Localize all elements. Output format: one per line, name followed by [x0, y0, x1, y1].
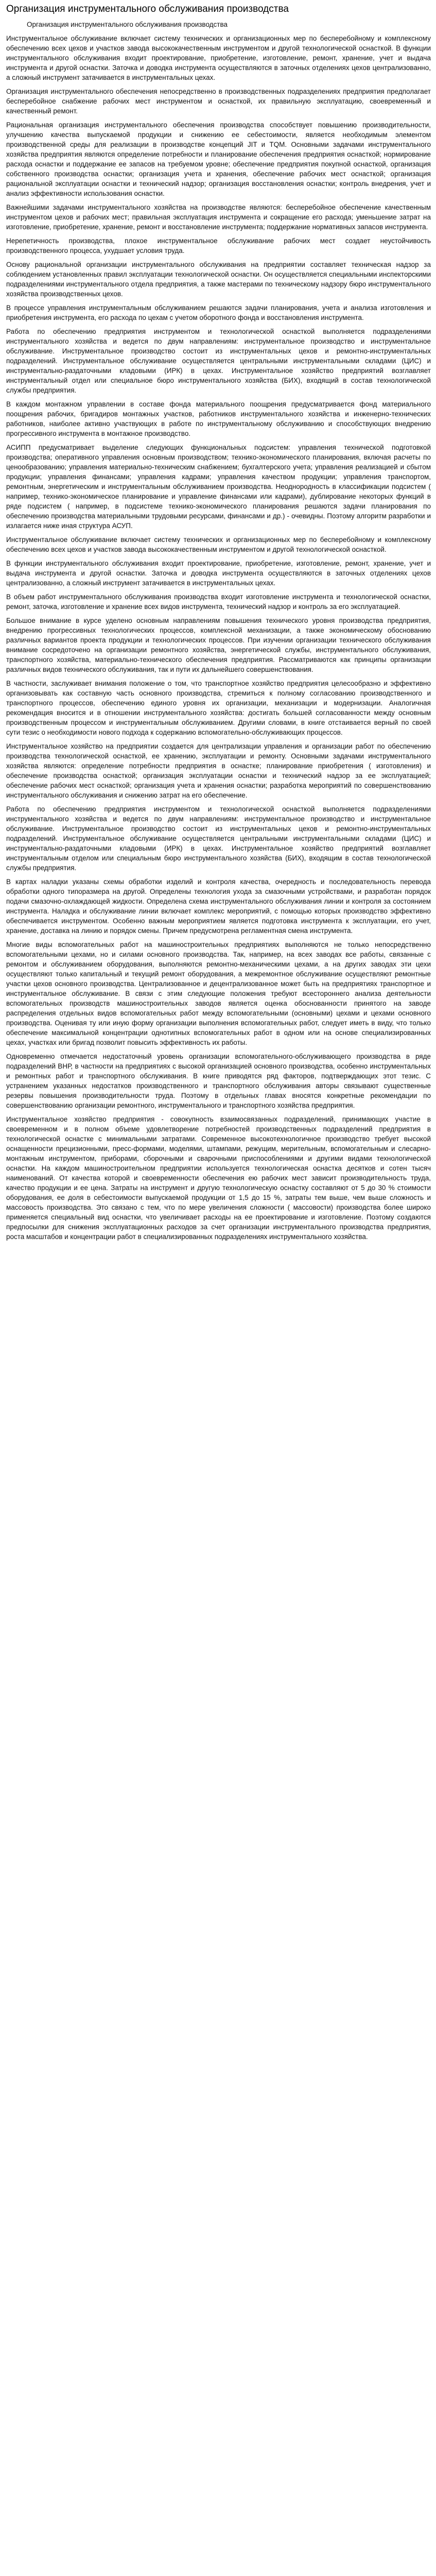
paragraph: Основу рациональной организации инструментального обслуживания на предприятии составляет техническая надзор за соблюдением установленных правил эксплуатации технологической оснастки. Он осуществляется специальными инспекторскими подразделениями инструментального отдела предприятия, а также мастерами по техническому надзору бюро инструментального хозяйства производственных цехов. — [6, 261, 431, 298]
paragraph: Работа по обеспечению предприятия инструментом и технологической оснасткой выполняется подразделениями инструментального хозяйства и ведется по двум направлениям: инструментальное производство и инструментальное обслуживание. Инструментальное производство состоит из инструментальных цехов и ремонтно-инструментальных подразделений. Инструментальное обслуживание осуществляется центральными инструментальными складами (ЦИС) и инструментально-раздаточными кладовыми (ИРК) в цехах. Инструментальное хозяйство предприятий возглавляет инструментальным отделом или специальным бюро инструментального хозяйства (БИХ), входящим в состав технологической службы предприятия. — [6, 805, 431, 872]
paragraph: В частности, заслуживает внимания положение о том, что транспортное хозяйство предприятия целесообразно и эффективно организовывать как составную часть основного производства, стремиться к полному согласованию производственного и транспортного процессов, обеспечению единого уровня их организации, механизации и модернизации. Аналогичная рекомендация вносится и в отношении инструментального хозяйства: достигать большей согласованности между основным производственным процессом и инструментальным обслуживанием. Другими словами, в книге отстаивается верный по своей сути тезис о необходимости нового подхода к содержанию вспомогательно-обслуживающих процессов. — [6, 680, 431, 736]
paragraph: Рациональная организация инструментального обеспечения производства способствует повышению производительности, улучшению качества выпускаемой продукции и снижению ее себестоимости, является необходимым элементом производственной среды для реализации в производстве концепций JIT и TQM. Основными задачами инструментального хозяйства предприятия являются определение потребности и планирование обеспечения предприятия оснасткой; нормирование расхода оснастки и поддержание ее запасов на требуемом уровне; обеспечение предприятия покупной оснасткой, организация собственного производства оснастки; организация учета и хранения, обеспечение рабочих мест оснасткой; организация рациональной эксплуатации оснастки и технический надзор; организация восстановления оснастки; контроль внедрения, учет и анализ эффективности использования оснастки. — [6, 121, 431, 197]
paragraph: В каждом монтажном управлении в составе фонда материального поощрения предусматривается фонд материального поощрения рабочих, бригадиров монтажных участков, работников инструментального хозяйства и инженерно-технических работников, наиболее активно участвующих в работе по инструментальному обслуживанию и способствующих внедрению прогрессивного инструмента в монтажное производство. — [6, 400, 431, 437]
paragraph: Инструментальное обслуживание включает систему технических и организационных мер по бесперебойному и комплексному обеспечению всех цехов и участков завода высококачественным инструментом и другой технологической оснасткой. В функции инструментального обслуживания входит проектирование, приобретение, изготовление, ремонт, хранение, учет и выдача инструмента и другой оснастки. Заточка и доводка инструмента осуществляются в заточных отделениях цехов централизованно, а сложный инструмент затачивается в инструментальных цехах. — [6, 35, 431, 81]
document-page — [0, 0, 436, 1256]
paragraph: Нерепетичность производства, плохое инструментальное обслуживание рабочих мест создает неустойчивость производственного процесса, ухудшает условия труда. — [6, 237, 431, 255]
page-title: Организация инструментального обслуживания производства — [6, 4, 289, 14]
paragraph: Инструментальное обслуживание включает систему технических и организационных мер по бесперебойному и комплексному обеспечению всех цехов и участков завода высококачественным инструментом и другой технологической оснасткой. — [6, 536, 431, 553]
paragraph: В объем работ инструментального обслуживания производства входит изготовление инструмента и технологической оснастки, ремонт, заточка, изготовление и хранение всех видов инструмента, технический надзор и контроль за его эксплуатацией. — [6, 593, 431, 611]
paragraph: Многие виды вспомогательных работ на машиностроительных предприятиях выполняются не только непосредственно вспомогательными цехами, но и силами основного производства. Так, например, на всех заводах все работы, связанные с ремонтом и обслуживанием оборудования, выполняются ремонтно-механическими цехами, а на других заводах эти цехи осуществляют только капитальный и текущий ремонт оборудования, а межремонтное обслуживание осуществляют ремонтные участки цехов основного производства. Централизованное и децентрализованное может быть на предприятиях транспортное и инструментальное обслуживание. В связи с этим следующие положения требуют всестороннего анализа деятельности вспомогательных производств машиностроительных заводов является оценка обоснованности принятого на заводе распределения отдельных видов вспомогательных работ между вспомогательными (основными) цехами и цехами основного производства. Оценивая ту или иную форму организации выполнения вспомогательных работ, следует иметь в виду, что только обеспечение максимальной концентрации однотипных вспомогательных работ в одном или на основе специализированных цехах, участках или бригад позволит повысить эффективность их работы. — [6, 941, 431, 1046]
paragraph: Важнейшими задачами инструментального хозяйства на производстве являются: бесперебойное обеспечение качественным инструментом цехов и рабочих мест; правильная эксплуатация инструмента и сокращение его расхода; уменьшение затрат на изготовление, приобретение, хранение, ремонт и восстановление инструмента; поддержание нормативных запасов инструмента. — [6, 204, 431, 231]
paragraph: В процессе управления инструментальным обслуживанием решаются задачи планирования, учета и анализа изготовления и приобретения инструмента, его расхода по цехам с учетом оборотного фонда и восстановления инструмента. — [6, 304, 431, 321]
paragraph: В функции инструментального обслуживания входит проектирование, приобретение, изготовление, ремонт, хранение, учет и выдача инструмента и другой оснастки. Заточка и доводка инструмента осуществляются в заточных отделениях цехов централизованно, а сложный инструмент затачивается в инструментальных цехах. — [6, 560, 431, 587]
paragraph: Одновременно отмечается недостаточный уровень организации вспомогательного-обслуживающего производства в ряде подразделений ВНР, в частности на предприятиях с высокой организацией основного производства, особенно инструментальных и ремонтных работ и транспортного обслуживания. В книге приводятся ряд факторов, подтверждающих этот тезис. С устранением указанных недостатков производственного и транспортного обслуживания авторы связывают существенные резервы повышения производительности труда. Поэтому в отдельных главах вносятся конкретные рекомендации по совершенствованию организации ремонтного, инструментального и транспортного хозяйства предприятия. — [6, 1053, 431, 1109]
paragraph: Инструментальное хозяйство на предприятии создается для централизации управления и организации работ по обеспечению производства технологической оснасткой, ее хранению, эксплуатации и ремонту. Основными задачами инструментального хозяйства являются: определение потребности предприятия в оснастке; планирование приобретения ( изготовления) и обеспечение производства оснасткой; организация эксплуатации оснастки и технический надзор за ее эксплуатацией; обеспечение рабочих мест оснасткой; организация учета и хранения оснастки; разработка мероприятий по совершенствованию инструментального обслуживания и снижению затрат на его обеспечение. — [6, 742, 431, 799]
paragraph: АСИПП предусматривает выделение следующих функциональных подсистем: управления технической подготовкой производства; оперативного управления основным производством; технико-экономического планирования, включая расчеты по ценообразованию; управления материально-техническим снабжением; бухгалтерского учета; управления реализацией и сбытом продукции; управления финансами; управления кадрами; управления качеством продукции; управления транспортом, ремонтным, энергетическим и инструментальным обслуживанием производства. Неоднородность в классификации подсистем ( например, технико-экономическое планирование и управление финансами или кадрами), дублирование некоторых функций в ряде подсистем ( например, в подсистеме технико-экономического планирования решаются задачи планирования по обеспечению производства материальными трудовыми ресурсами, финансами и др.) - очевидны. Поэтому алгоритм разработки и излагается ниже иная структура АСУП. — [6, 444, 431, 530]
paragraph: В картах наладки указаны схемы обработки изделий и контроля качества, очередность и последовательность перевода обработки одного типоразмера на другой. Определены технология ухода за смазочными устройствами, и разработан порядок подачи смазочно-охлаждающей жидкости. Определена схема инструментального обслуживания линии и контроля за состоянием инструмента. Наладка и обслуживание линии включает комплекс мероприятий, с помощью которых производство эффективно обеспечивается инструментом. Особенно важным мероприятием является подготовка инструмента к эксплуатации, его учет, хранение, доставка на линию и порядок смены. Причем предусмотрена регламентная смена инструмента. — [6, 878, 431, 935]
paragraph: Работа по обеспечению предприятия инструментом и технологической оснасткой выполняется подразделениями инструментального хозяйства и ведется по двум направлениям: инструментальное производство и инструментальное обслуживание. Инструментальное производство состоит из инструментальных цехов и ремонтно-инструментальных подразделений. Инструментальное обслуживание осуществляется центральными инструментальными складами (ЦИС) и инструментально-раздаточными кладовыми (ИРК) в цехах. Инструментальное хозяйство предприятий возглавляет инструментальный отдел или специальное бюро инструментального хозяйства (БИХ), входящий в состав технологической службы предприятия. — [6, 328, 431, 394]
article-body — [6, 20, 431, 1242]
paragraph: Организация инструментального обслуживания производства — [27, 21, 228, 28]
paragraph: Большое внимание в курсе уделено основным направлениям повышения технического уровня производства предприятия, внедрению прогрессивных технологических процессов, комплексной механизации, а также экономическому обоснованию различных вариантов проекта продукции и технологических процессов. При изучении организации технического обслуживания внимание сосредоточено на организации ремонтного хозяйства, энергетической службы, инструментального обслуживания, транспортного хозяйства, материально-технического обеспечения предприятия. Рассматриваются как принципы организации различных видов технического обслуживания, так и пути их дальнейшего совершенствования. — [6, 617, 431, 673]
paragraph: Организация инструментального обеспечения непосредственно в производственных подразделениях предприятия предполагает бесперебойное снабжение рабочих мест инструментом и оснасткой, их правильную эксплуатацию, своевременный и качественный ремонт. — [6, 88, 431, 115]
paragraph: Инструментальное хозяйство предприятия - совокупность взаимосвязанных подразделений, принимающих участие в своевременном и в полном объеме удовлетворение потребностей производственных подразделений предприятия в технологической оснастке с минимальными затратами. Современное высокотехнологичное производство требует высокой оснащенности прецизионными, пресс-формами, моделями, штампами, режущим, мерительным, вспомогательным и слесарно-монтажным инструментом, приборами, сборочными и сварочными приспособлениями и другими видами технологической оснастки. На каждом машиностроительном предприятии используется технологическая оснастка десятков и сотен тысяч наименований. От качества которой и своевременности обеспечения ею рабочих мест зависит производительность труда, качество продукции и ее цена. Затраты на инструмент и другую технологическую оснастку составляют от 5 до 30 % стоимости оборудования, ее доля в себестоимости выпускаемой продукции от 1,5 до 15 %, затраты тем выше, чем выше сложность и массовость производства. Это связано с тем, что по мере увеличения сложности ( массовости) производства более широко применяется специальный вид оснастки, что увеличивает расходы на ее проектирование и изготовление. Поэтому создаются предпосылки для снижения эксплуатационных расходов за счет организации инструментального производства предприятия, роста масштабов и концентрации работ в специализированных подразделениях инструментального хозяйства. — [6, 1115, 431, 1241]
